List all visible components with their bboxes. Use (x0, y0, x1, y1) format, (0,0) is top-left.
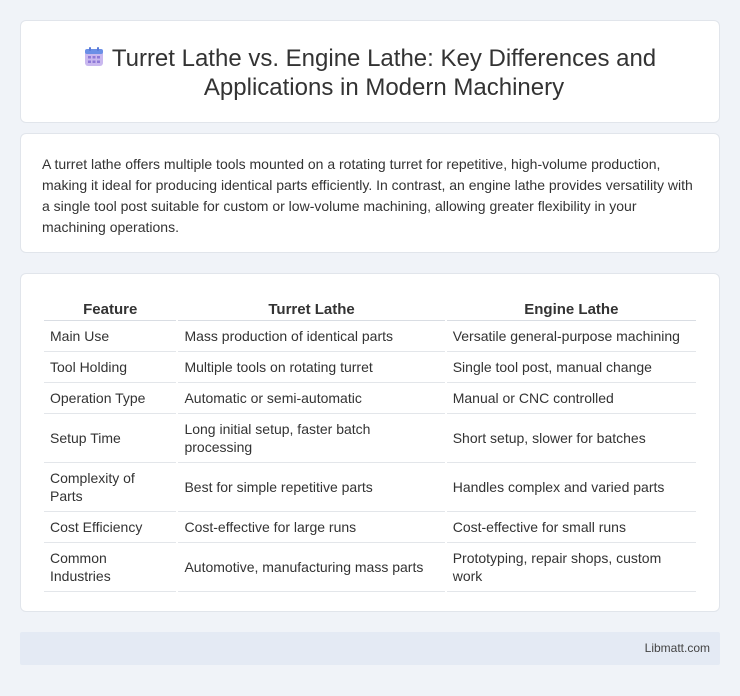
engine-cell: Manual or CNC controlled (447, 383, 696, 414)
feature-cell: Cost Efficiency (44, 512, 176, 543)
turret-cell: Long initial setup, faster batch processing (178, 414, 444, 463)
feature-cell: Main Use (44, 321, 176, 352)
intro-card (20, 133, 720, 253)
engine-cell: Single tool post, manual change (447, 352, 696, 383)
table-header-row (44, 294, 696, 321)
turret-cell: Automotive, manufacturing mass parts (178, 543, 444, 592)
feature-cell: Tool Holding (44, 352, 176, 383)
turret-cell: Mass production of identical parts (178, 321, 444, 352)
engine-cell: Short setup, slower for batches (447, 414, 696, 463)
table-row (44, 463, 696, 512)
feature-cell: Complexity of Parts (44, 463, 176, 512)
table-row (44, 383, 696, 414)
header-turret-lathe: Turret Lathe (178, 294, 444, 321)
table-row (44, 414, 696, 463)
page-title: Turret Lathe vs. Engine Lathe: Key Differences and Applications in Modern Machinery (111, 45, 657, 101)
turret-cell: Cost-effective for large runs (178, 512, 444, 543)
footer (20, 632, 720, 665)
table-row (44, 321, 696, 352)
comparison-table (42, 294, 698, 592)
footer-site-link[interactable]: Libmatt.com (644, 641, 710, 655)
turret-cell: Best for simple repetitive parts (178, 463, 444, 512)
turret-cell: Automatic or semi-automatic (178, 383, 444, 414)
comparison-table-card (20, 273, 720, 612)
engine-cell: Prototyping, repair shops, custom work (447, 543, 696, 592)
title-card (20, 20, 720, 123)
header-feature: Feature (44, 294, 176, 321)
table-row (44, 543, 696, 592)
table-row (44, 352, 696, 383)
table-row (44, 512, 696, 543)
intro-paragraph: A turret lathe offers multiple tools mounted on a rotating turret for repetitive, high-volume production, making it ideal for producing identical parts efficiently. In contrast, an engine lathe provides versatility with a single tool post suitable for custom or low-volume machining, allowing greater flexibility in your machining operations. (42, 156, 693, 235)
engine-cell: Versatile general-purpose machining (447, 321, 696, 352)
engine-cell: Handles complex and varied parts (447, 463, 696, 512)
header-engine-lathe: Engine Lathe (447, 294, 696, 321)
turret-cell: Multiple tools on rotating turret (178, 352, 444, 383)
engine-cell: Cost-effective for small runs (447, 512, 696, 543)
feature-cell: Setup Time (44, 414, 176, 463)
feature-cell: Common Industries (44, 543, 176, 592)
feature-cell: Operation Type (44, 383, 176, 414)
